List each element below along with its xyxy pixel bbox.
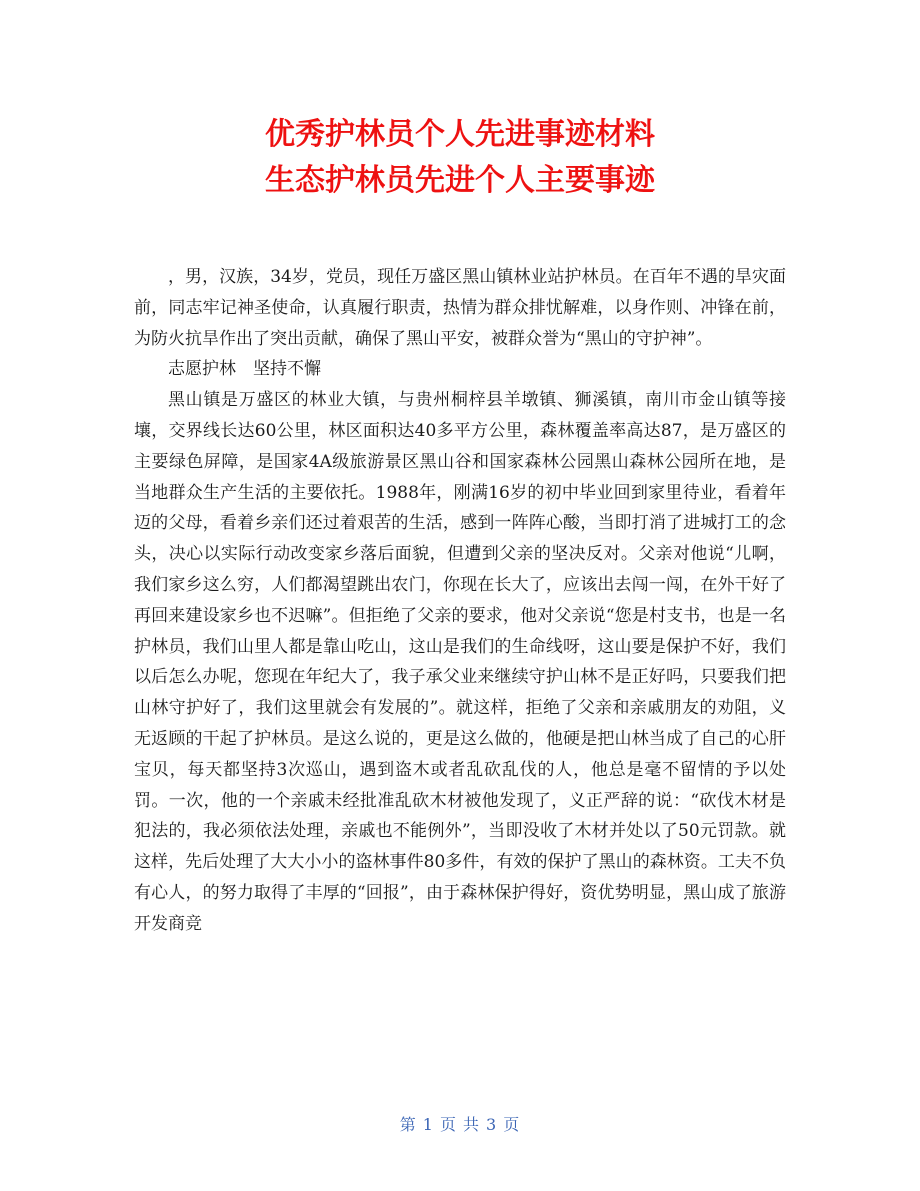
page-suffix: 页: [503, 1115, 521, 1134]
document-body: [134, 262, 786, 940]
document-title: [0, 112, 920, 204]
page-mid: 页 共: [439, 1115, 481, 1134]
title-line-1: 优秀护林员个人先进事迹材料: [265, 117, 655, 152]
title-line-2: 生态护林员先进个人主要事迹: [265, 163, 655, 198]
paragraph-intro: ，男，汉族，34岁，党员，现任万盛区黑山镇林业站护林员。在百年不遇的旱灾面前，同志牢记神圣使命，认真履行职责，热情为群众排忧解难，以身作则、冲锋在前，为防火抗旱作出了突出贡献，确保了黑山平安，被群众誉为“黑山的守护神”。: [134, 267, 786, 349]
page-prefix: 第: [399, 1115, 417, 1134]
page-current: 1: [422, 1115, 434, 1134]
paragraph-main: 黑山镇是万盛区的林业大镇，与贵州桐梓县羊墩镇、狮溪镇，南川市金山镇等接壤，交界线长达60公里，林区面积达40多平方公里，森林覆盖率高达87，是万盛区的主要绿色屏障，是国家4A级旅游景区黑山谷和国家森林公园黑山森林公园所在地，是当地群众生产生活的主要依托。1988年，刚满16岁的初中毕业回到家里待业，看着年迈的父母，看着乡亲们还过着艰苦的生活，感到一阵阵心酸，当即打消了进城打工的念头，决心以实际行动改变家乡落后面貌，但遭到父亲的坚决反对。父亲对他说“儿啊，我们家乡这么穷，人们都渴望跳出农门，你现在长大了，应该出去闯一闯，在外干好了再回来建设家乡也不迟嘛”。但拒绝了父亲的要求，他对父亲说“您是村支书，也是一名护林员，我们山里人都是靠山吃山，这山是我们的生命线呀，这山要是保护不好，我们以后怎么办呢，您现在年纪大了，我子承父业来继续守护山林不是正好吗，只要我们把山林守护好了，我们这里就会有发展的”。就这样，拒绝了父亲和亲戚朋友的劝阻，义无返顾的干起了护林员。是这么说的，更是这么做的，他硬是把山林当成了自己的心肝宝贝，每天都坚持3次巡山，遇到盗木或者乱砍乱伐的人，他总是毫不留情的予以处罚。一次，他的一个亲戚未经批准乱砍木材被他发现了，义正严辞的说：“砍伐木材是犯法的，我必须依法处理，亲戚也不能例外”，当即没收了木材并处以了50元罚款。就这样，先后处理了大大小小的盗林事件80多件，有效的保护了黑山的森林资。工夫不负有心人，的努力取得了丰厚的“回报”，由于森林保护得好，资优势明显，黑山成了旅游开发商竞: [134, 390, 786, 934]
section-heading: 志愿护林 坚持不懈: [168, 359, 321, 380]
page-number-footer: [0, 1112, 920, 1135]
page-total: 3: [486, 1115, 498, 1134]
